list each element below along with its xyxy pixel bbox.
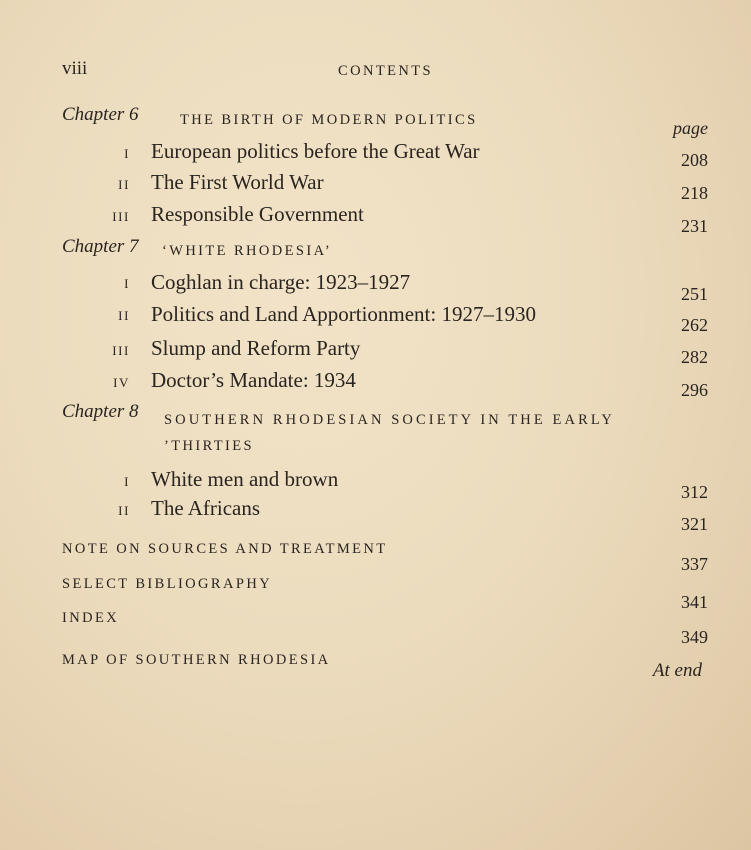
- chapter-title: THE BIRTH OF MODERN POLITICS: [180, 112, 478, 128]
- section-title: Slump and Reform Party: [151, 336, 361, 360]
- end-matter-title: NOTE ON SOURCES AND TREATMENT: [62, 541, 388, 557]
- chapter-title: ‘WHITE RHODESIA’: [162, 243, 333, 259]
- section-numeral: II: [118, 177, 130, 192]
- section-numeral: II: [118, 308, 130, 323]
- section-title: Politics and Land Apportionment: 1927–1930: [151, 302, 536, 326]
- chapter-title-line-1: SOUTHERN RHODESIAN SOCIETY IN THE EARLY: [164, 412, 615, 428]
- end-matter-page: 337: [681, 554, 708, 574]
- page-column-label: page: [673, 118, 708, 138]
- section-title: European politics before the Great War: [151, 139, 480, 163]
- section-numeral: III: [112, 209, 130, 224]
- end-matter-page: 341: [681, 592, 708, 612]
- section-page: 208: [681, 150, 708, 170]
- section-numeral: III: [112, 343, 130, 358]
- section-title: Responsible Government: [151, 202, 364, 226]
- section-title: White men and brown: [151, 467, 339, 491]
- section-page: 262: [681, 315, 708, 335]
- chapter-label: Chapter 8: [62, 401, 139, 422]
- section-page: 231: [681, 216, 708, 236]
- chapter-title-line-2: ’THIRTIES: [164, 438, 254, 454]
- section-numeral: II: [118, 503, 130, 518]
- section-numeral: I: [124, 474, 130, 489]
- section-title: Doctor’s Mandate: 1934: [151, 368, 356, 392]
- end-matter-page: At end: [652, 660, 702, 681]
- chapter-label: Chapter 6: [62, 104, 139, 125]
- section-numeral: I: [124, 276, 130, 291]
- end-matter-title: SELECT BIBLIOGRAPHY: [62, 576, 273, 592]
- section-page: 282: [681, 347, 708, 367]
- end-matter-title: INDEX: [62, 610, 120, 626]
- section-page: 251: [681, 284, 708, 304]
- page-title: CONTENTS: [338, 63, 433, 79]
- section-title: Coghlan in charge: 1923–1927: [151, 270, 411, 294]
- page-number: viii: [62, 58, 88, 79]
- chapter-label: Chapter 7: [62, 236, 139, 257]
- section-numeral: I: [124, 146, 130, 161]
- end-matter-title: MAP OF SOUTHERN RHODESIA: [62, 652, 331, 668]
- end-matter-page: 349: [681, 627, 708, 647]
- section-title: The Africans: [151, 496, 261, 520]
- section-page: 312: [681, 482, 708, 502]
- section-title: The First World War: [151, 170, 324, 194]
- section-page: 321: [681, 514, 708, 534]
- section-page: 296: [681, 380, 708, 400]
- section-page: 218: [681, 183, 708, 203]
- section-numeral: IV: [113, 375, 130, 390]
